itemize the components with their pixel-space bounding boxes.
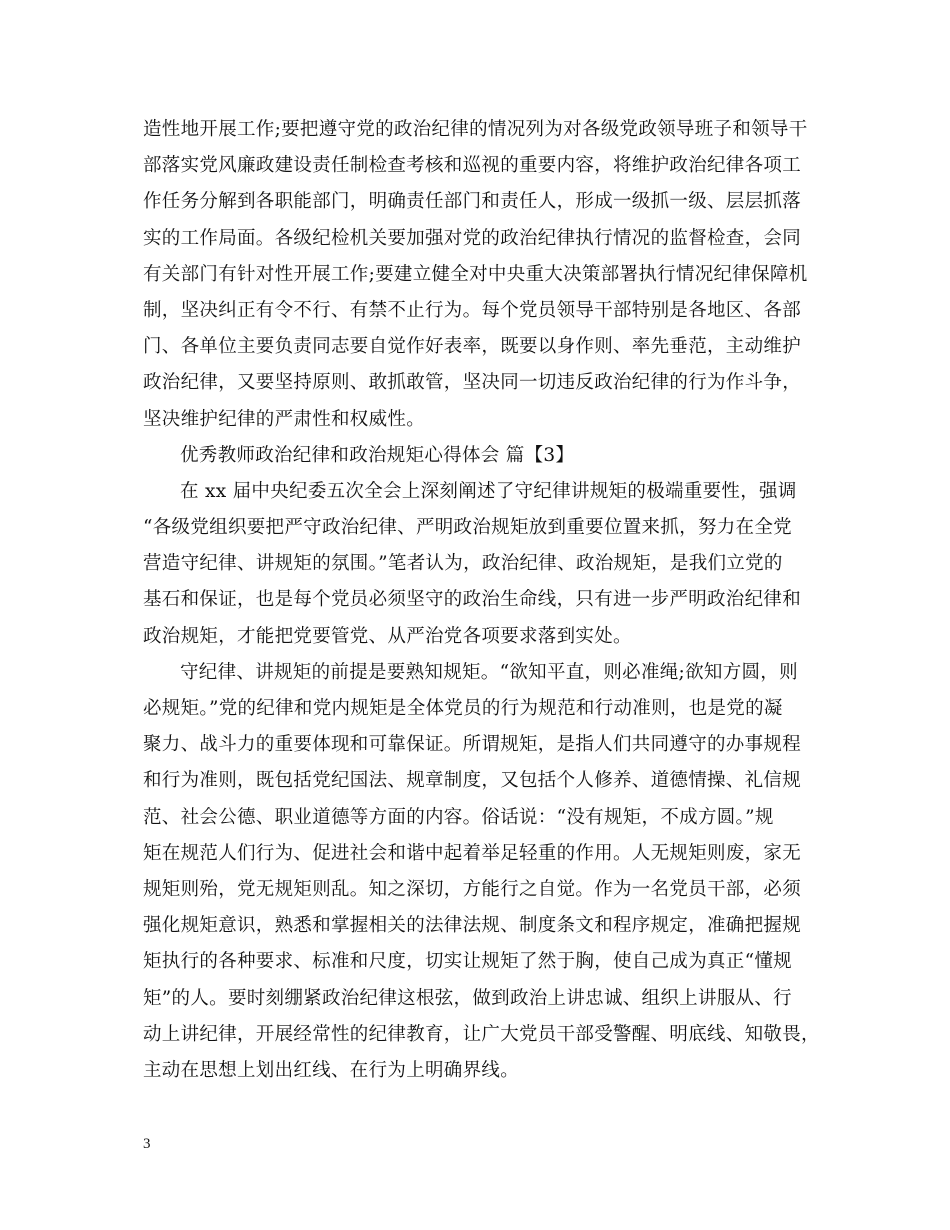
text-line: 门、各单位主要负责同志要自觉作好表率，既要以身作则、率先垂范，主动维护 — [143, 336, 802, 358]
document-body — [143, 112, 820, 1089]
section-heading: 优秀教师政治纪律和政治规矩心得体会 篇【3】 — [180, 444, 575, 466]
text-line: 有关部门有针对性开展工作;要建立健全对中央重大决策部署执行情况纪律保障机 — [143, 263, 808, 285]
text-line: 动上讲纪律，开展经常性的纪律教育，让广大党员干部受警醒、明底线、知敬畏， — [143, 1023, 820, 1045]
text-line: 必规矩。”党的纪律和党内规矩是全体党员的行为规范和行动准则，也是党的凝 — [143, 698, 783, 719]
text-line: 强化规矩意识，熟悉和掌握相关的法律法规、制度条文和程序规定，准确把握规 — [143, 915, 802, 937]
text-line: 矩”的人。要时刻绷紧政治纪律这根弦，做到政治上讲忠诚、组织上讲服从、行 — [143, 987, 792, 1009]
text-line: 政治纪律，又要坚持原则、敢抓敢管，坚决同一切违反政治纪律的行为作斗争， — [143, 372, 802, 394]
text-line: 矩执行的各种要求、标准和尺度，切实让规矩了然于胸，使自己成为真正“懂规 — [143, 951, 792, 973]
text-line: 政治规矩，才能把党要管党、从严治党各项要求落到实处。 — [143, 625, 632, 647]
text-line: 主动在思想上划出红线、在行为上明确界线。 — [143, 1059, 520, 1081]
text-line: 坚决维护纪律的严肃性和权威性。 — [143, 408, 426, 430]
text-line: 部落实党风廉政建设责任制检查考核和巡视的重要内容，将维护政治纪律各项工 — [143, 155, 802, 177]
page-number: 3 — [143, 1136, 151, 1152]
paragraph-first-line: 在 xx 届中央纪委五次全会上深刻阐述了守纪律讲规矩的极端重要性，强调 — [180, 480, 797, 502]
text-line: 实的工作局面。各级纪检机关要加强对党的政治纪律执行情况的监督检查，会同 — [143, 227, 802, 249]
paragraph-first-line: 守纪律、讲规矩的前提是要熟知规矩。“欲知平直，则必准绳;欲知方圆，则 — [180, 661, 798, 683]
text-line: 和行为准则，既包括党纪国法、规章制度，又包括个人修养、道德情操、礼信规 — [143, 770, 802, 792]
text-line: 范、社会公德、职业道德等方面的内容。俗话说：“没有规矩，不成方圆。”规 — [143, 806, 774, 828]
text-line: 规矩则殆，党无规矩则乱。知之深切，方能行之自觉。作为一名党员干部，必须 — [143, 878, 802, 900]
text-line: 矩在规范人们行为、促进社会和谐中起着举足轻重的作用。人无规矩则废，家无 — [143, 842, 802, 864]
text-line: 基石和保证，也是每个党员必须坚守的政治生命线，只有进一步严明政治纪律和 — [143, 589, 802, 611]
text-line: 聚力、战斗力的重要体现和可靠保证。所谓规矩，是指人们共同遵守的办事规程 — [143, 734, 802, 756]
text-line: 营造守纪律、讲规矩的氛围。”笔者认为，政治纪律、政治规矩，是我们立党的 — [143, 553, 783, 575]
text-line: 作任务分解到各职能部门，明确责任部门和责任人，形成一级抓一级、层层抓落 — [143, 191, 802, 213]
text-line: “各级党组织要把严守政治纪律、严明政治规矩放到重要位置来抓，努力在全党 — [143, 517, 792, 539]
text-line: 造性地开展工作;要把遵守党的政治纪律的情况列为对各级党政领导班子和领导干 — [143, 119, 808, 140]
text-line: 制，坚决纠正有令不行、有禁不止行为。每个党员领导干部特别是各地区、各部 — [143, 299, 802, 321]
